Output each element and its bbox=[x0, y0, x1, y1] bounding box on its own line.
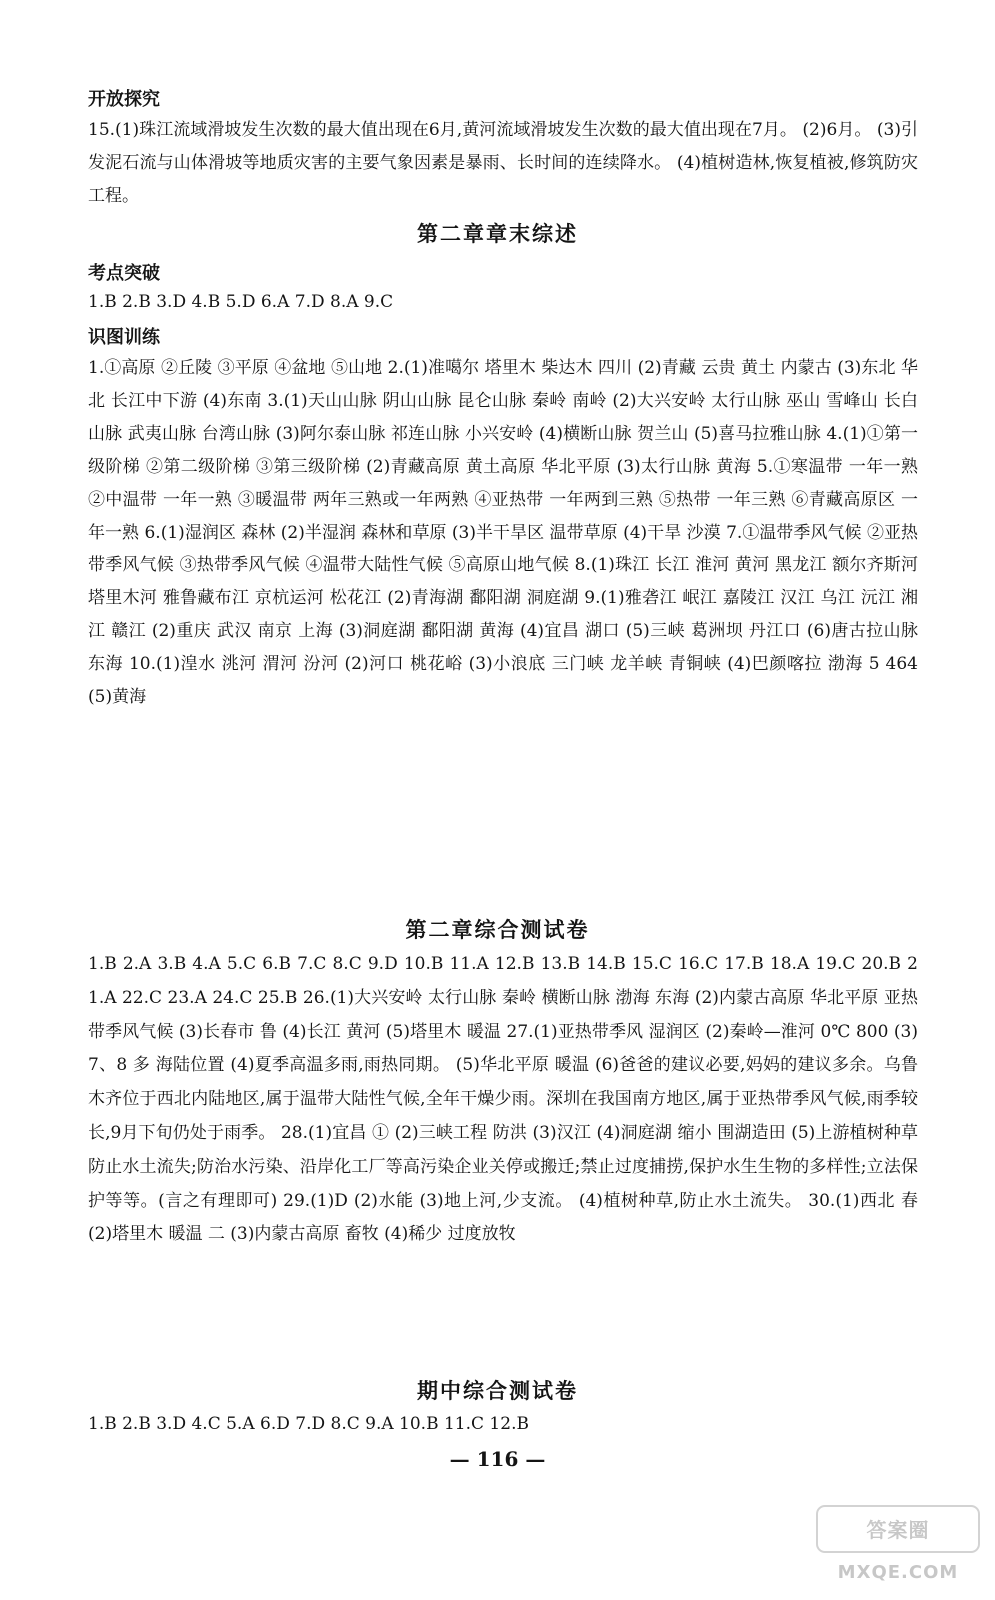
open-inquiry-answers bbox=[88, 114, 918, 213]
watermark-text-en: MXQE.COM bbox=[837, 1562, 959, 1583]
chapter2-review-title: 第二章章末综述 bbox=[417, 221, 578, 246]
midterm-test-text: 1.B 2.B 3.D 4.C 5.A 6.D 7.D 8.C 9.A 10.B 11.C 12.B bbox=[88, 1414, 529, 1434]
open-inquiry-text: 15.(1)珠江流域滑坡发生次数的最大值出现在6月,黄河流域滑坡发生次数的最大值出现在7月。 (2)6月。 (3)引发泥石流与山体滑坡等地质灾害的主要气象因素是暴雨、长时间的连续降水。 (4)植树造林,恢复植被,修筑防灾工程。 bbox=[88, 120, 918, 206]
kaodian-text: 1.B 2.B 3.D 4.B 5.D 6.A 7.D 8.A 9.C bbox=[88, 292, 394, 312]
midterm-test-title: 期中综合测试卷 bbox=[417, 1378, 578, 1403]
page-number: — 116 — bbox=[449, 1447, 546, 1471]
midterm-test-answers bbox=[88, 1408, 918, 1441]
open-inquiry-heading: 开放探究 bbox=[88, 89, 160, 110]
kaodian-heading: 考点突破 bbox=[88, 263, 160, 284]
chapter2-test-answers bbox=[88, 948, 918, 1252]
watermark-logo bbox=[813, 1502, 983, 1588]
shitu-text: 1.①高原 ②丘陵 ③平原 ④盆地 ⑤山地 2.(1)准噶尔 塔里木 柴达木 四川 (2)青藏 云贵 黄土 内蒙古 (3)东北 华北 长江中下游 (4)东南 3.(1)天山山脉 阴山山脉 昆仑山脉 秦岭 南岭 (2)大兴安岭 太行山脉 巫山 雪峰山 长白山脉 武夷山脉 台湾山脉 (3)阿尔泰山脉 祁连山脉 小兴安岭 (4)横断山脉 贺兰山 (5)喜马拉雅山脉 4.(1)①第一级阶梯 ②第二级阶梯 ③第三级阶梯 (2)青藏高原 黄土高原 华北平原 (3)太行山脉 黄海 5.①寒温带 一年一熟 ②中温带 一年一熟 ③暖温带 两年三熟或一年两熟 ④亚热带 一年两到三熟 ⑤热带 一年三熟 ⑥青藏高原区 一年一熟 6.(1)湿润区 森林 (2)半湿润 森林和草原 (3)半干旱区 温带草原 (4)干旱 沙漠 7.①温带季风气候 ②亚热带季风气候 ③热带季风气候 ④温带大陆性气候 ⑤高原山地气候 8.(1)珠江 长江 淮河 黄河 黑龙江 额尔齐斯河 塔里木河 雅鲁藏布江 京杭运河 松花江 (2)青海湖 鄱阳湖 洞庭湖 9.(1)雅砻江 岷江 嘉陵江 汉江 乌江 沅江 湘江 赣江 (2)重庆 武汉 南京 上海 (3)洞庭湖 鄱阳湖 黄海 (4)宜昌 湖口 (5)三峡 葛洲坝 丹江口 (6)唐古拉山脉 东海 10.(1)湟水 洮河 渭河 汾河 (2)河口 桃花峪 (3)小浪底 三门峡 龙羊峡 青铜峡 (4)巴颜喀拉 渤海 5 464 (5)黄海 bbox=[88, 358, 918, 708]
chapter2-test-text: 1.B 2.A 3.B 4.A 5.C 6.B 7.C 8.C 9.D 10.B 11.A 12.B 13.B 14.B 15.C 16.C 17.B 18.A 19.C 20.B 21.A 22.C 23.A 24.C 25.B 26.(1)大兴安岭 太行山脉 秦岭 横断山脉 渤海 东海 (2)内蒙古高原 华北平原 亚热带季风气候 (3)长春市 鲁 (4)长江 黄河 (5)塔里木 暖温 27.(1)亚热带季风 湿润区 (2)秦岭—淮河 0℃ 800 (3)7、8 多 海陆位置 (4)夏季高温多雨,雨热同期。 (5)华北平原 暖温 (6)爸爸的建议必要,妈妈的建议多余。乌鲁木齐位于西北内陆地区,属于温带大陆性气候,全年干燥少雨。深圳在我国南方地区,属于亚热带季风气候,雨季较长,9月下旬仍处于雨季。 28.(1)宜昌 ① (2)三峡工程 防洪 (3)汉江 (4)洞庭湖 缩小 围湖造田 (5)上游植树种草防止水土流失;防治水污染、沿岸化工厂等高污染企业关停或搬迁;禁止过度捕捞,保护水生生物的多样性;立法保护等等。(言之有理即可) 29.(1)D (2)水能 (3)地上河,少支流。 (4)植树种草,防止水土流失。 30.(1)西北 春 (2)塔里木 暖温 二 (3)内蒙古高原 畜牧 (4)稀少 过度放牧 bbox=[88, 954, 918, 1245]
watermark-text-cn: 答案圈 bbox=[866, 1518, 930, 1542]
shitu-heading: 识图训练 bbox=[88, 327, 160, 348]
chapter2-test-title: 第二章综合测试卷 bbox=[405, 917, 590, 942]
shitu-answers bbox=[88, 352, 918, 714]
kaodian-answers bbox=[88, 286, 918, 319]
